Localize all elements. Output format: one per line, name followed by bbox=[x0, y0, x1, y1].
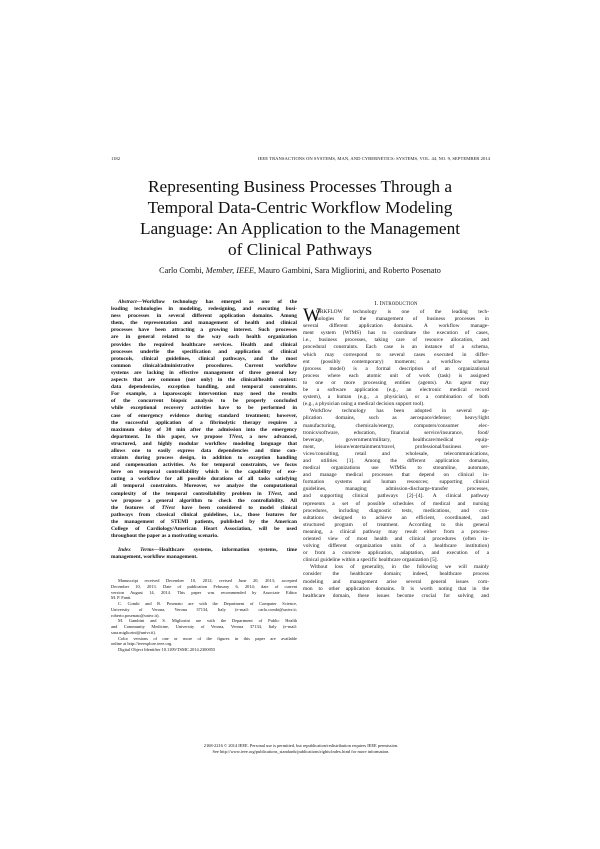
intro-line: and manage medical processes that depend on clinical in- bbox=[303, 472, 489, 479]
index-terms bbox=[111, 547, 297, 561]
abstract-line: allows one to easily express data dependencies and time con- bbox=[111, 447, 297, 454]
intro-line: system), a human (e.g., a physician), or a combination of both bbox=[303, 394, 489, 401]
abstract-line: systems are lacking in effective management of three general key bbox=[111, 369, 297, 376]
intro-line: sultations designed to achieve an efficient, coordinated, and bbox=[303, 514, 489, 521]
intro-line: procedural constraints. Each case is an instance of a schema, bbox=[303, 344, 489, 351]
intro-line: be a software application (e.g., an electronic medical record bbox=[303, 387, 489, 394]
intro-line: Workflow technology has been adopted in several ap- bbox=[310, 408, 489, 415]
intro-line: process where each atomic unit of work (task) is assigned bbox=[303, 372, 489, 379]
paper-title bbox=[90, 176, 510, 260]
abstract-line: of the concurrent biopsic analysis to be properly concluded bbox=[111, 398, 297, 405]
intro-line: several different application domains. A workflow manage- bbox=[303, 323, 489, 330]
footnote-line: roberto.posenato@univr.it). bbox=[111, 612, 160, 618]
abstract-line: processes have been attracting a growing interest. Such processes bbox=[111, 327, 297, 334]
introduction bbox=[303, 305, 489, 600]
abstract-line: the successful application of a fibrinolytic therapy requires a bbox=[111, 419, 297, 426]
intro-line: healthcare domain, these issues become crucial for solving and bbox=[303, 592, 489, 599]
footnotes bbox=[111, 578, 297, 653]
abstract-line: the management of STEMI patients, published by the American bbox=[111, 518, 297, 525]
author-names: Mauro Gambini, Sara Migliorini, and Roberto Posenato bbox=[258, 266, 441, 275]
intro-line: guidelines, managing admission-discharge-transfer processes, bbox=[303, 486, 489, 493]
title-line: Temporal Data-Centric Workflow Modeling bbox=[147, 198, 453, 217]
index-terms-line: Index Terms—Healthcare systems, information systems, time bbox=[118, 547, 297, 554]
footnote-line: Manuscript received December 10, 2012; revised June 20, 2013; accepted bbox=[118, 578, 297, 583]
abstract-line: department. In this paper, we propose TNest, a new advanced, bbox=[111, 433, 297, 440]
abstract-line: we propose a general algorithm to check the controllability. All bbox=[111, 497, 297, 504]
intro-line: ent (possibly contemporary) moments; a workflow schema bbox=[303, 358, 489, 365]
abstract-line: pathways from classical clinical guidelines, i.e., those features for bbox=[111, 511, 297, 518]
abstract-line: them, the representation and management of health and clinical bbox=[111, 320, 297, 327]
title-line: of Clinical Pathways bbox=[228, 240, 372, 259]
intro-line: modeling and management arise several general issues com- bbox=[303, 578, 489, 585]
intro-line: medical organizations use WfMSs to streamline, automate, bbox=[303, 465, 489, 472]
abstract bbox=[111, 299, 297, 540]
footnote-line: and Community Medicine, University of Verona, Verona 37134, Italy (e-mail: bbox=[111, 624, 297, 629]
abstract-line: cuting a workflow for all possible durations of all tasks satisfying bbox=[111, 476, 297, 483]
journal-info: IEEE TRANSACTIONS ON SYSTEMS, MAN, AND CYBERNETICS: SYSTEMS, VOL. 44, NO. 9, SEPTEMBER 2014 bbox=[257, 156, 490, 161]
abstract-line: leading technologies in modeling, redesigning, and executing busi- bbox=[111, 306, 297, 313]
footnote-line: M. Gambini and S. Migliorini are with the Department of Public Health bbox=[118, 618, 297, 624]
intro-line: vices/consulting, retail and wholesale, telecommunications, bbox=[303, 450, 489, 457]
intro-line: (e.g., a physician using a medical decision support tool). bbox=[303, 401, 425, 408]
title-line: Representing Business Processes Through a bbox=[148, 177, 452, 196]
footnote-line: Color versions of one or more of the figures in this paper are available bbox=[118, 635, 297, 641]
abstract-line: here on temporal controllability which is the capability of exe- bbox=[111, 469, 297, 476]
abstract-line: case of emergency evidence during standard treatment; however, bbox=[111, 412, 297, 419]
abstract-line: College of Cardiology/American Heart Association, will be used bbox=[111, 526, 297, 532]
abstract-line: common clinical/administrative procedures. Current workflow bbox=[111, 362, 297, 369]
abstract-line: and compensation activities. As for temporal constraints, we focus bbox=[111, 462, 297, 469]
abstract-line: aspects that are common (not only) in the clinical/health context: bbox=[111, 377, 297, 384]
intro-line: (process model) is a formal description of an organizational bbox=[303, 365, 489, 372]
intro-line: and utilities [1]. Among the different application domains, bbox=[303, 457, 489, 464]
abstract-line: structured, and highly modular workflow modeling language that bbox=[111, 440, 297, 447]
abstract-line: provides the required healthcare services. Health and clinical bbox=[111, 341, 297, 348]
intro-line: structured program of treatment. According to this general bbox=[303, 521, 489, 528]
title-line: Language: An Application to the Management bbox=[139, 219, 461, 238]
abstract-line: all temporal constraints. Moreover, we analyze the computational bbox=[111, 483, 297, 490]
drop-cap: W bbox=[303, 305, 321, 326]
intro-line: beverage, government/military, healthcare/medical equip- bbox=[303, 436, 489, 443]
index-terms-label: Index Terms bbox=[118, 547, 154, 554]
abstract-line: ness processes in several different application domains. Among bbox=[111, 313, 297, 320]
page-number: 1182 bbox=[111, 156, 121, 161]
intro-line: plication domains, such as aerospace/defense; heavy/light bbox=[303, 415, 489, 422]
left-column bbox=[111, 299, 297, 561]
author-list bbox=[90, 266, 510, 275]
abstract-line: are in general related to the way each health organization bbox=[111, 334, 297, 341]
index-terms-line: management, workflow management. bbox=[111, 554, 198, 561]
intro-line: volving different organization units of a healthcare institution) bbox=[303, 543, 489, 550]
intro-line: manufacturing, chemicals/energy, computers/consumer elec- bbox=[303, 422, 489, 429]
footnote-line: sara.migliorini@univr.it). bbox=[111, 629, 156, 635]
abstract-line: processes underlie the specification and application of clinical bbox=[111, 348, 297, 355]
intro-line: procedures, including diagnostic tests, medications, and con- bbox=[303, 507, 489, 514]
footnote-line: Digital Object Identifier 10.1109/TSMC.2014.2300055 bbox=[118, 647, 216, 652]
intro-line: ment, leisure/entertainment/travel, professional/business ser- bbox=[303, 443, 489, 450]
footnote-line: University of Verona, Verona 37134, Italy (e-mail: carlo.combi@univr.it; bbox=[111, 606, 297, 612]
intro-line: and supporting clinical pathways [2]–[4]. A clinical pathway bbox=[303, 493, 489, 500]
intro-line: oriented view of most health and clinical procedures (often in- bbox=[303, 536, 489, 542]
intro-line: formation systems and human resources; supporting clinical bbox=[303, 479, 489, 486]
tnest-term: TNest bbox=[161, 504, 175, 511]
footnote-line: December 10, 2013. Date of publication February 6, 2014; date of current bbox=[111, 583, 297, 589]
abstract-line: Abstract—Workflow technology has emerged as one of the bbox=[118, 299, 297, 305]
copyright-line: See http://www.ieee.org/publications_standards/publications/rights/index.html for more information. bbox=[212, 749, 390, 754]
abstract-line: complexity of the temporal controllability problem in TNest, and bbox=[111, 490, 297, 497]
intro-line: i.e., business processes, taking care of resource allocation, and bbox=[303, 337, 489, 344]
intro-line: nologies for the management of business processes in bbox=[316, 316, 489, 323]
copyright-notice bbox=[111, 743, 491, 755]
author-name: Carlo Combi, bbox=[159, 266, 204, 275]
intro-line: tronics/software, education, financial service/insurance, food/ bbox=[303, 429, 489, 436]
intro-line: consider the healthcare domain; indeed, healthcare process bbox=[303, 571, 489, 578]
abstract-line: the features of TNest have been considered to model clinical bbox=[111, 504, 297, 511]
intro-line: represents a set of possible schedules of medical and nursing bbox=[303, 500, 489, 507]
abstract-line: data dependencies, exception handling, and temporal constraints. bbox=[111, 384, 297, 391]
copyright-line: 2168-2216 © 2014 IEEE. Personal use is permitted, but republication/redistribution requires IEEE permission. bbox=[203, 743, 399, 748]
footnote-line: version August 14, 2014. This paper was recommended by Associate Editor bbox=[111, 589, 297, 595]
abstract-line: straints during process design, in addition to exception handling bbox=[111, 455, 297, 462]
intro-line: Without loss of generality, in the following we will mainly bbox=[310, 564, 489, 571]
tnest-term: TNest bbox=[228, 433, 242, 440]
intro-line: clinical guideline within a specific healthcare organization [5]. bbox=[303, 557, 438, 564]
abstract-line: throughout the paper as a motivating scenario. bbox=[111, 533, 219, 540]
section-heading: I. INTRODUCTION bbox=[374, 301, 418, 307]
intro-line: ORKFLOW technology is one of the leading tech- bbox=[316, 309, 489, 315]
intro-line: which may correspond to several cases executed in differ- bbox=[303, 351, 489, 358]
author-role: Member, IEEE, bbox=[205, 266, 256, 275]
footnote-line: C. Combi and R. Posenato are with the Department of Computer Science, bbox=[118, 601, 297, 606]
intro-line: or from a concrete application, adaptation, and execution of a bbox=[303, 550, 489, 557]
abstract-line: maximum delay of 30 min after the admission into the emergency bbox=[111, 426, 297, 433]
abstract-label: Abstract bbox=[118, 299, 137, 305]
tnest-term: TNest bbox=[267, 490, 281, 497]
intro-line: meaning, a clinical pathway may result either from a process- bbox=[303, 528, 489, 535]
intro-line: ment system (WfMS) has to coordinate the execution of cases, bbox=[303, 330, 489, 337]
abstract-line: For example, a laparoscopic intervention may need the results bbox=[111, 391, 297, 398]
intro-line: mon to other application domains. It is worth noting that in the bbox=[303, 585, 489, 592]
abstract-line: while exceptional recovery activities have to be performed in bbox=[111, 405, 297, 412]
right-column bbox=[303, 299, 489, 600]
footnote-line: online at http://ieeexplore.ieee.org. bbox=[111, 641, 173, 647]
abstract-line: protocols, clinical guidelines, clinical pathways, and the most bbox=[111, 355, 297, 362]
intro-line: to one or more processing entities (agents). An agent may bbox=[303, 379, 489, 386]
footnote-line: M. P. Fanti. bbox=[111, 595, 132, 601]
running-header bbox=[111, 156, 490, 166]
